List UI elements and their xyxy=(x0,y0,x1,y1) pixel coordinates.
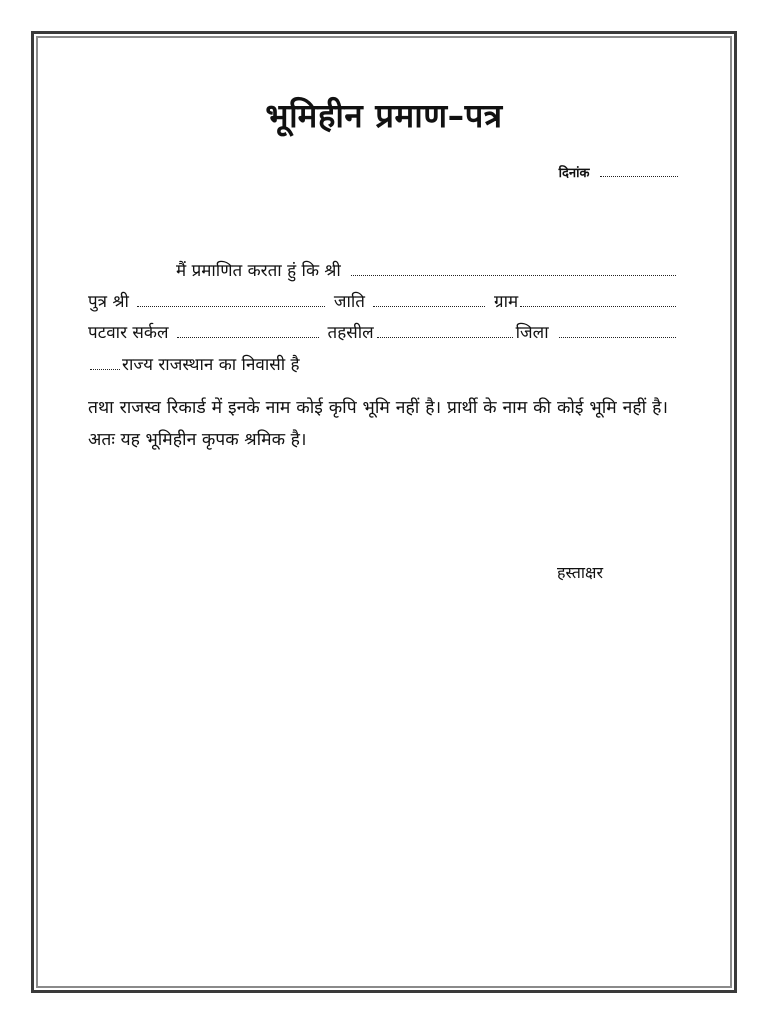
son-of-label: पुत्र श्री xyxy=(88,292,129,312)
district-label: जिला xyxy=(515,323,549,343)
patwar-blank[interactable] xyxy=(177,322,319,338)
village-blank[interactable] xyxy=(520,291,676,307)
document-title: भूमिहीन प्रमाण–पत्र xyxy=(265,96,503,135)
patwar-label: पटवार सर्कल xyxy=(88,323,169,343)
certify-line xyxy=(88,258,678,281)
date-line xyxy=(559,163,678,181)
state-blank[interactable] xyxy=(90,354,120,370)
tehsil-label: तहसील xyxy=(327,323,374,343)
state-line xyxy=(88,352,678,375)
district-blank[interactable] xyxy=(559,322,676,338)
date-label: दिनांक xyxy=(558,166,590,181)
father-name-blank[interactable] xyxy=(137,291,325,307)
tehsil-blank[interactable] xyxy=(377,322,513,338)
statement-paragraph: तथा राजस्व रिकार्ड में इनके नाम कोई कृपि भूमि नहीं है। प्रार्थी के नाम की कोई भूमि नहीं है। अतः यह भूमिहीन कृपक श्रमिक है। xyxy=(88,398,668,450)
caste-label: जाति xyxy=(333,292,366,312)
name-blank[interactable] xyxy=(351,260,676,276)
signature-label: हस्ताक्षर xyxy=(557,563,604,582)
patwar-line xyxy=(88,320,678,343)
son-of-line xyxy=(88,289,678,312)
caste-blank[interactable] xyxy=(373,291,485,307)
state-text: राज्य राजस्थान का निवासी है xyxy=(122,355,300,375)
certify-text: मैं प्रमाणित करता हुं कि श्री xyxy=(176,261,341,281)
date-blank[interactable] xyxy=(600,164,678,177)
village-label: ग्राम xyxy=(494,292,519,312)
